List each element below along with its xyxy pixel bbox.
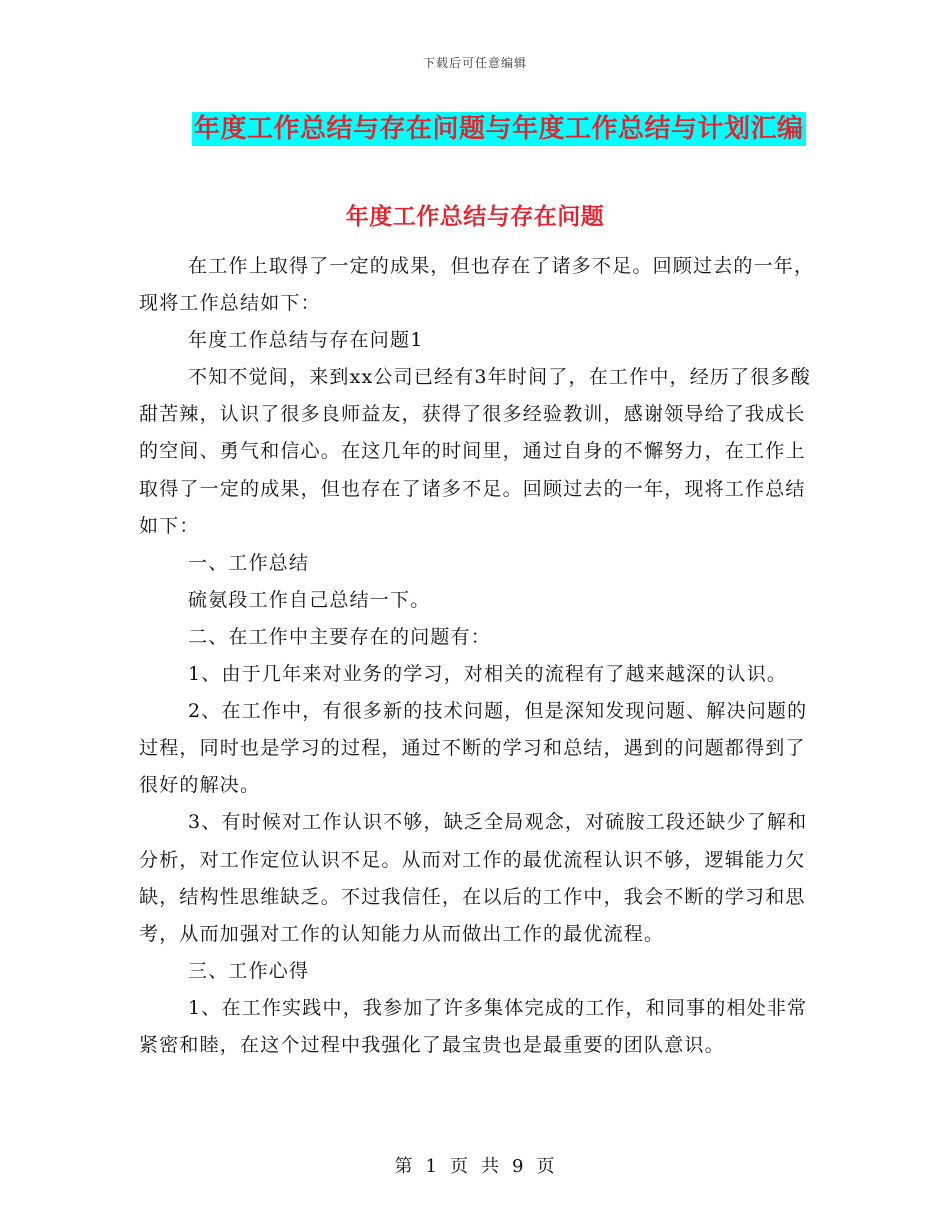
paragraph: 三、工作心得 bbox=[188, 959, 310, 982]
footer-page-label: 页 bbox=[450, 1156, 469, 1177]
paragraph: 硫氨段工作自己总结一下。 bbox=[188, 588, 431, 611]
paragraph: 二、在工作中主要存在的问题有： bbox=[188, 625, 492, 648]
footer-total-label: 共 bbox=[481, 1156, 500, 1177]
paragraph: 3、有时候对工作认识不够，缺乏全局观念，对硫胺工段还缺少了解和分析，对工作定位认识不足。从而对工作的最优流程认识不够，逻辑能力欠缺，结构性思维缺乏。不过我信任，在以后的工作中，我会不断的学习和思考，从而加强对工作的认知能力从而做出工作的最优流程。 bbox=[139, 811, 808, 945]
total-page-number: 9 bbox=[512, 1156, 525, 1177]
footer-prefix: 第 bbox=[394, 1156, 414, 1177]
current-page-number: 1 bbox=[425, 1156, 438, 1177]
paragraph: 1、在工作实践中，我参加了许多集体完成的工作，和同事的相处非常紧密和睦，在这个过程中我强化了最宝贵也是最重要的团队意识。 bbox=[139, 996, 808, 1056]
paragraph: 1、由于几年来对业务的学习，对相关的流程有了越来越深的认识。 bbox=[188, 663, 788, 686]
document-body bbox=[139, 248, 819, 1064]
page-footer bbox=[0, 1152, 950, 1178]
header-note: 下载后可任意编辑 bbox=[422, 56, 527, 70]
paragraph: 2、在工作中，有很多新的技术问题，但是深知发现问题、解决问题的过程，同时也是学习的过程，通过不断的学习和总结，遇到的问题都得到了很好的解决。 bbox=[139, 700, 808, 797]
section-title: 年度工作总结与存在问题 bbox=[345, 203, 605, 230]
paragraph: 在工作上取得了一定的成果，但也存在了诸多不足。回顾过去的一年，现将工作总结如下： bbox=[139, 255, 815, 315]
paragraph: 不知不觉间，来到xx公司已经有3年时间了，在工作中，经历了很多酸甜苦辣，认识了很多良师益友，获得了很多经验教训，感谢领导给了我成长的空间、勇气和信心。在这几年的时间里，通过自身的不懈努力，在工作上取得了一定的成果，但也存在了诸多不足。回顾过去的一年，现将工作总结如下： bbox=[139, 366, 811, 537]
paragraph: 年度工作总结与存在问题1 bbox=[188, 329, 424, 352]
document-title: 年度工作总结与存在问题与年度工作总结与计划汇编 bbox=[194, 114, 804, 144]
paragraph: 一、工作总结 bbox=[188, 551, 310, 574]
footer-suffix: 页 bbox=[536, 1156, 556, 1177]
